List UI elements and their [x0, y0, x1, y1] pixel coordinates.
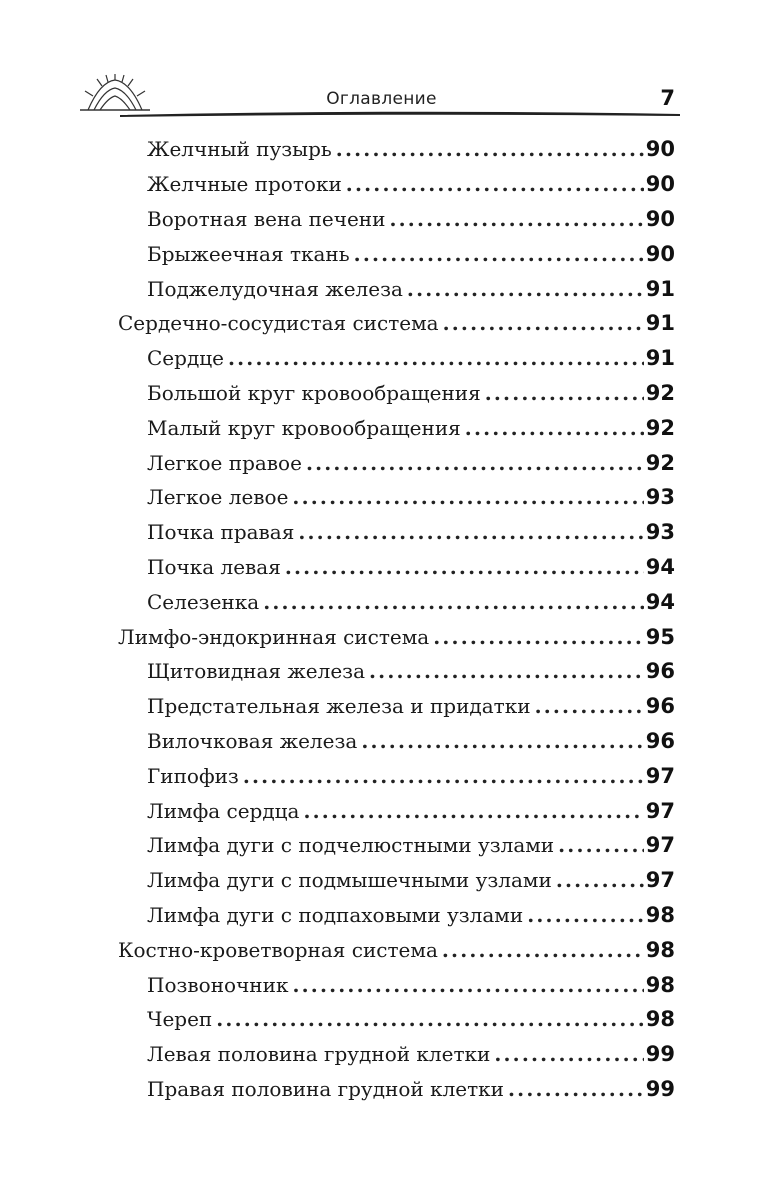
toc-entry-page: 98 [645, 902, 675, 927]
page-header [0, 0, 763, 130]
toc-entry-page: 93 [645, 520, 675, 545]
toc-entry-page: 95 [645, 624, 675, 649]
toc-dot-leader [292, 973, 643, 997]
toc-entry-row [0, 236, 763, 271]
toc-dot-leader [292, 485, 643, 509]
toc-dot-leader [535, 694, 644, 718]
toc-entry-row [0, 167, 763, 202]
toc-entry-title: Лимфа дуги с подчелюстными узлами [147, 833, 555, 858]
toc-entry-line [147, 1007, 675, 1031]
toc-entry-line [147, 172, 675, 196]
toc-entry-line [147, 520, 675, 544]
toc-entry-title: Почка левая [147, 554, 281, 579]
toc-entry-page: 90 [645, 206, 675, 231]
toc-entry-title: Лимфа сердца [147, 798, 300, 823]
toc-entry-line [147, 137, 675, 161]
toc-entry-title: Малый круг кровообращения [147, 415, 461, 440]
toc-entry-page: 97 [645, 798, 675, 823]
toc-entry-row [0, 271, 763, 306]
running-head-title: Оглавление [326, 89, 437, 109]
toc-entry-page: 94 [645, 589, 675, 614]
toc-entry-page: 94 [645, 554, 675, 579]
toc-entry-line [147, 694, 675, 718]
toc-dot-leader [508, 1077, 644, 1101]
toc-entry-title: Левая половина грудной клетки [147, 1042, 491, 1067]
toc-entry-row [0, 202, 763, 237]
toc-dot-leader [465, 416, 644, 440]
toc-entry-row [0, 410, 763, 445]
toc-entry-line [147, 1077, 675, 1101]
toc-entry-title: Сердечно-сосудистая система [118, 311, 439, 336]
toc-entry-row [0, 828, 763, 863]
toc-dot-leader [407, 277, 644, 301]
toc-dot-leader [263, 590, 644, 614]
toc-section-row [0, 932, 763, 967]
toc-entry-title: Предстательная железа и придатки [147, 694, 531, 719]
toc-entry-line [147, 207, 675, 231]
toc-entry-page: 90 [645, 172, 675, 197]
toc-entry-line [118, 938, 675, 962]
toc-section-row [0, 619, 763, 654]
toc-entry-page: 92 [645, 415, 675, 440]
toc-entry-page: 90 [645, 241, 675, 266]
toc-entry-line [118, 625, 675, 649]
toc-entry-row [0, 480, 763, 515]
toc-entry-line [147, 1042, 675, 1066]
toc-entry-page: 91 [645, 346, 675, 371]
toc-dot-leader [228, 346, 644, 370]
toc-entry-page: 98 [645, 972, 675, 997]
toc-dot-leader [389, 207, 643, 231]
toc-entry-line [147, 485, 675, 509]
toc-entry-line [147, 381, 675, 405]
toc-entry-page: 96 [645, 659, 675, 684]
table-of-contents [0, 132, 763, 1106]
toc-dot-leader [442, 938, 644, 962]
toc-entry-title: Легкое левое [147, 485, 289, 510]
toc-dot-leader [285, 555, 644, 579]
toc-dot-leader [443, 311, 644, 335]
toc-dot-leader [527, 903, 644, 927]
toc-entry-title: Желчный пузырь [147, 137, 332, 162]
toc-entry-title: Желчные протоки [147, 172, 342, 197]
toc-entry-line [147, 555, 675, 579]
toc-entry-row [0, 1072, 763, 1107]
toc-dot-leader [369, 659, 644, 683]
toc-entry-line [147, 659, 675, 683]
toc-entry-row [0, 758, 763, 793]
toc-entry-row [0, 1002, 763, 1037]
toc-entry-title: Правая половина грудной клетки [147, 1076, 505, 1101]
toc-section-row [0, 306, 763, 341]
toc-entry-title: Воротная вена печени [147, 206, 386, 231]
toc-entry-title: Гипофиз [147, 763, 239, 788]
toc-entry-page: 97 [645, 833, 675, 858]
toc-entry-title: Почка правая [147, 520, 295, 545]
toc-dot-leader [306, 451, 644, 475]
toc-entry-title: Щитовидная железа [147, 659, 365, 684]
toc-entry-title: Череп [147, 1007, 213, 1032]
page-number: 7 [660, 86, 675, 110]
toc-entry-row [0, 654, 763, 689]
toc-entry-row [0, 341, 763, 376]
toc-entry-title: Лимфо-эндокринная система [118, 624, 430, 649]
toc-entry-line [147, 729, 675, 753]
toc-dot-leader [556, 868, 644, 892]
toc-dot-leader [336, 137, 644, 161]
toc-dot-leader [243, 764, 644, 788]
toc-entry-page: 92 [645, 380, 675, 405]
toc-entry-row [0, 689, 763, 724]
toc-entry-title: Лимфа дуги с подпаховыми узлами [147, 902, 524, 927]
toc-entry-row [0, 584, 763, 619]
toc-entry-line [147, 868, 675, 892]
toc-entry-title: Брыжеечная ткань [147, 241, 350, 266]
toc-dot-leader [558, 833, 644, 857]
toc-dot-leader [485, 381, 644, 405]
toc-dot-leader [216, 1007, 644, 1031]
toc-dot-leader [354, 242, 644, 266]
toc-entry-page: 90 [645, 137, 675, 162]
toc-entry-row [0, 793, 763, 828]
toc-entry-title: Вилочковая железа [147, 728, 358, 753]
toc-entry-row [0, 515, 763, 550]
toc-entry-row [0, 445, 763, 480]
toc-entry-page: 96 [645, 728, 675, 753]
toc-entry-row [0, 863, 763, 898]
toc-entry-row [0, 898, 763, 933]
toc-dot-leader [494, 1042, 643, 1066]
toc-entry-row [0, 1037, 763, 1072]
toc-entry-row [0, 724, 763, 759]
toc-entry-title: Позвоночник [147, 972, 289, 997]
toc-entry-page: 93 [645, 485, 675, 510]
toc-entry-page: 98 [645, 937, 675, 962]
toc-dot-leader [433, 625, 644, 649]
toc-entry-line [147, 764, 675, 788]
toc-entry-title: Сердце [147, 346, 224, 371]
toc-entry-line [147, 973, 675, 997]
toc-entry-line [147, 903, 675, 927]
toc-entry-page: 99 [645, 1076, 675, 1101]
toc-entry-line [147, 242, 675, 266]
toc-entry-line [147, 346, 675, 370]
toc-entry-title: Легкое правое [147, 450, 302, 475]
toc-dot-leader [361, 729, 643, 753]
toc-entry-row [0, 132, 763, 167]
toc-dot-leader [303, 799, 643, 823]
toc-entry-title: Поджелудочная железа [147, 276, 403, 301]
toc-entry-title: Лимфа дуги с подмышечными узлами [147, 868, 552, 893]
toc-entry-line [147, 277, 675, 301]
toc-entry-line [118, 311, 675, 335]
toc-entry-page: 97 [645, 763, 675, 788]
toc-entry-page: 96 [645, 694, 675, 719]
toc-dot-leader [298, 520, 643, 544]
toc-entry-page: 91 [645, 311, 675, 336]
toc-entry-row [0, 967, 763, 1002]
toc-entry-line [147, 833, 675, 857]
toc-entry-page: 91 [645, 276, 675, 301]
toc-entry-line [147, 799, 675, 823]
toc-entry-title: Селезенка [147, 589, 260, 614]
toc-entry-title: Костно-кроветворная система [118, 937, 438, 962]
toc-entry-line [147, 451, 675, 475]
toc-entry-page: 92 [645, 450, 675, 475]
header-rule [120, 110, 680, 120]
toc-entry-title: Большой круг кровообращения [147, 380, 481, 405]
toc-entry-page: 98 [645, 1007, 675, 1032]
toc-entry-line [147, 416, 675, 440]
toc-entry-row [0, 376, 763, 411]
toc-entry-row [0, 550, 763, 585]
toc-dot-leader [346, 172, 644, 196]
toc-entry-page: 97 [645, 868, 675, 893]
toc-entry-line [147, 590, 675, 614]
toc-entry-page: 99 [645, 1042, 675, 1067]
